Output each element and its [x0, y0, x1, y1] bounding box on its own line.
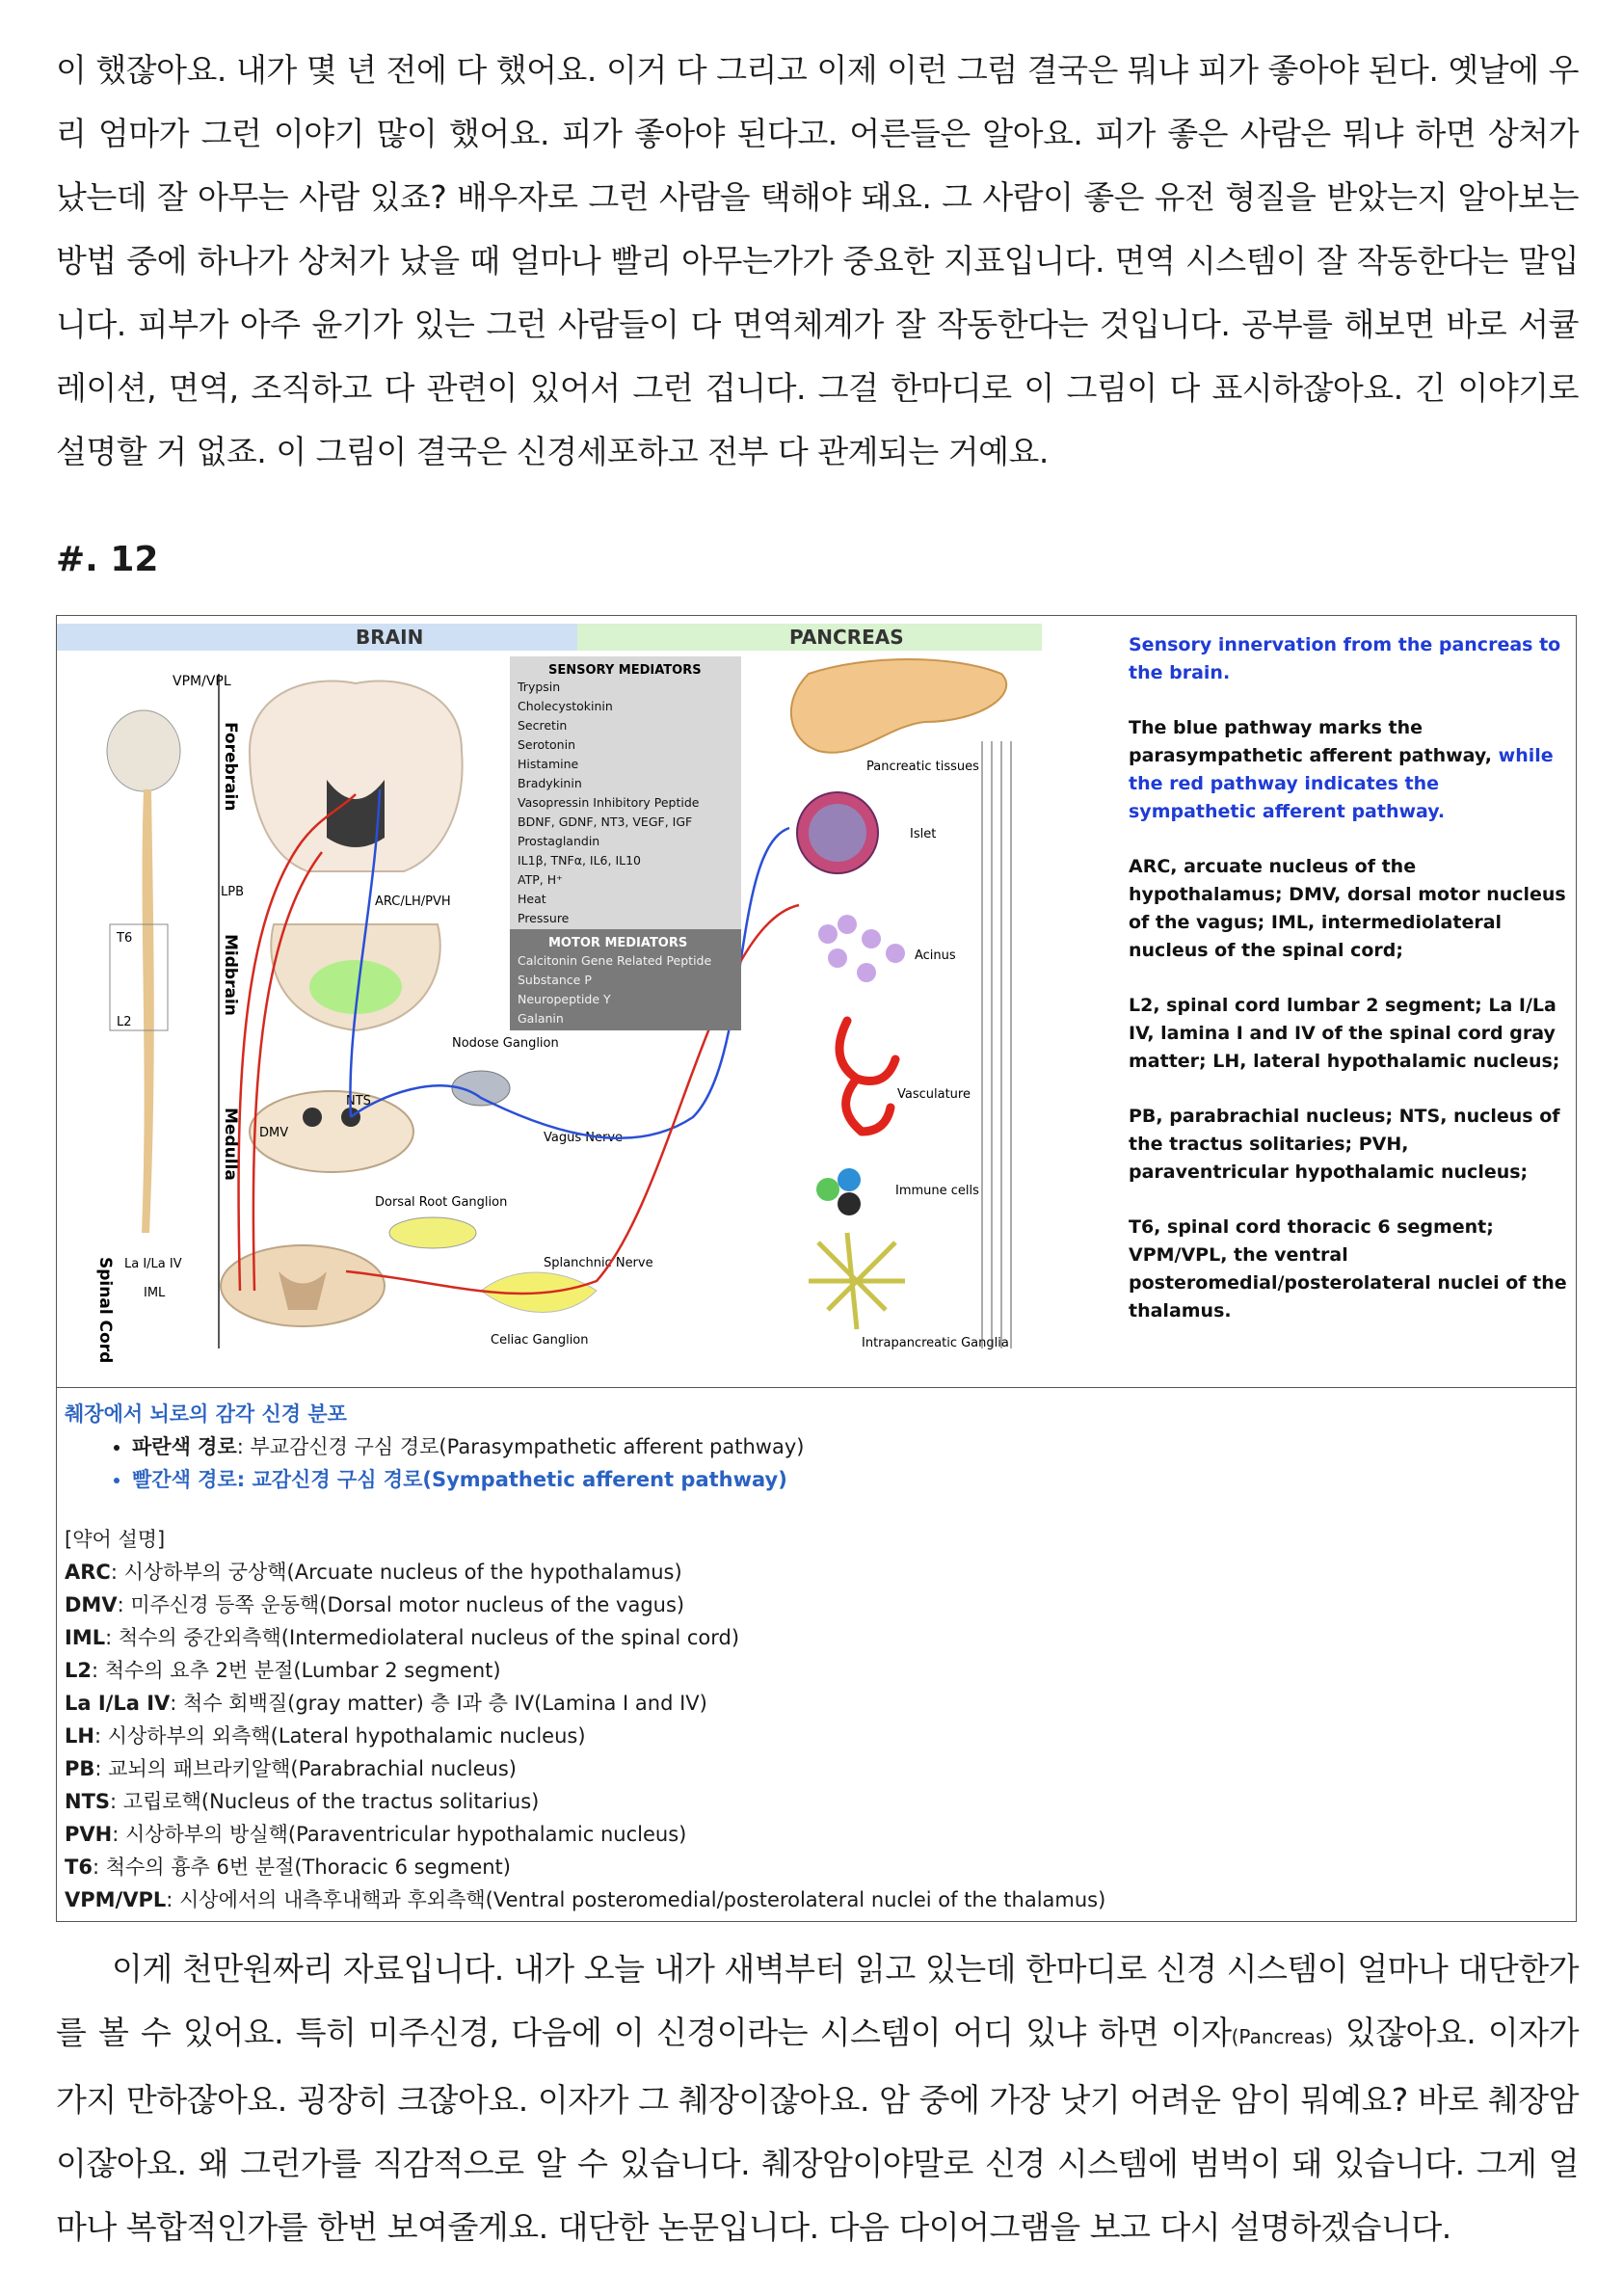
abbr-term: ARC	[65, 1561, 111, 1584]
abbr-desc: : 척수 회백질(gray matter) 층 I과 층 IV(Lamina I and IV)	[170, 1692, 707, 1715]
sensory-item: Bradykinin	[518, 776, 582, 790]
label-immune: Immune cells	[895, 1184, 979, 1198]
figure-box	[56, 615, 1577, 1922]
tissue-connectors	[982, 741, 1011, 1348]
motor-item: Substance P	[518, 973, 592, 987]
abbr-desc: : 교뇌의 패브라키알핵(Parabrachial nucleus)	[94, 1757, 517, 1780]
abbr-term: L2	[65, 1659, 92, 1682]
intrapancreatic-ganglia-tissue	[809, 1233, 905, 1329]
section-heading: #. 12	[56, 540, 159, 579]
abbr-term: VPM/VPL	[65, 1888, 167, 1911]
legend-abbrev-2: L2, spinal cord lumbar 2 segment; La I/La IV, lamina I and IV of the spinal cord gray matter; LH, lateral hypothalamic nucleus;	[1129, 995, 1560, 1072]
legend-abbrev-1: ARC, arcuate nucleus of the hypothalamus; DMV, dorsal motor nucleus of the vagus; IML, intermediolateral nucleus of the spinal cord;	[1129, 856, 1566, 961]
legend-abbrev-3: PB, parabrachial nucleus; NTS, nucleus of the tractus solitaries; PVH, paraventricular hypothalamic nucleus;	[1129, 1106, 1560, 1183]
paragraph-bottom-subscript: (Pancreas)	[1231, 2025, 1334, 2048]
motor-item: Galanin	[518, 1011, 564, 1026]
legend-pathway-text: The blue pathway marks the parasympathetic afferent pathway,	[1129, 717, 1493, 766]
caption-area	[57, 1387, 1576, 1921]
legend-title: Sensory innervation from the pancreas to the brain.	[1129, 634, 1561, 683]
abbr-item	[65, 1720, 1568, 1752]
abbr-item	[65, 1589, 1568, 1621]
abbr-desc: : 척수의 흉추 6번 분절(Thoracic 6 segment)	[92, 1855, 511, 1879]
abbr-item	[65, 1818, 1568, 1851]
abbr-item	[65, 1654, 1568, 1687]
label-forebrain: Forebrain	[221, 722, 240, 812]
body-paragraph-bottom	[56, 1937, 1579, 2259]
pancreas-organ	[791, 659, 1006, 753]
sensory-item: Pressure	[518, 911, 570, 925]
abbr-desc: : 시상하부의 외측핵(Lateral hypothalamic nucleus)	[93, 1724, 586, 1748]
abbr-desc: : 시상에서의 내측후내핵과 후외측핵(Ventral posteromedial/posterolateral nuclei of the thalamus)	[166, 1888, 1106, 1911]
dorsal-root-ganglion	[389, 1217, 476, 1248]
abbr-desc: : 척수의 요추 2번 분절(Lumbar 2 segment)	[92, 1659, 501, 1682]
sensory-item: Serotonin	[518, 737, 576, 752]
caption-title: 췌장에서 뇌로의 감각 신경 분포	[65, 1402, 347, 1426]
sensory-item: Secretin	[518, 718, 568, 733]
paragraph-bottom-a: 이게 천만원짜리 자료입니다. 내가 오늘 내가 새벽부터 읽고 있는데 한마디로 신경 시스템이 얼마나 대단한가를 볼 수 있어요. 특히 미주신경, 다음에 이 신경이라는 시스템이 어디 있냐 하면 이자	[56, 1950, 1579, 2051]
paragraph-bottom-b: 있잖아요. 이자가 가지 만하잖아요. 굉장히 크잖아요. 이자가 그 췌장이잖아요. 암 중에 가장 낫기 어려운 암이 뭐예요? 바로 췌장암이잖아요. 왜 그런가를 직감적으로 알 수 있습니다. 췌장암이야말로 신경 시스템에 범벅이 돼 있습니다. 그게 얼마나 복합적인가를 한번 보여줄게요. 대단한 논문입니다. 다음 다이어그램을 보고 다시 설명하겠습니다.	[56, 2014, 1579, 2246]
abbr-item	[65, 1851, 1568, 1883]
caption-item-blue	[132, 1430, 1568, 1463]
sensory-item: Cholecystokinin	[518, 699, 613, 713]
label-lpb: LPB	[221, 885, 245, 899]
abbr-item	[65, 1621, 1568, 1654]
label-nts: NTS	[346, 1094, 371, 1108]
figure-legend	[1129, 631, 1570, 1352]
legend-pathway	[1129, 714, 1570, 826]
immune-cells-tissue	[816, 1168, 861, 1215]
abbr-heading: [약어 설명]	[65, 1528, 166, 1551]
label-celiac: Celiac Ganglion	[491, 1333, 589, 1348]
spine-silhouette	[142, 789, 154, 1233]
abbr-term: NTS	[65, 1790, 111, 1813]
sensory-item: Vasopressin Inhibitory Peptide	[518, 795, 700, 810]
sensory-item: Prostaglandin	[518, 834, 600, 848]
islet-inner	[809, 804, 866, 862]
motor-item: Neuropeptide Y	[518, 992, 611, 1006]
label-la: La I/La IV	[124, 1257, 182, 1271]
label-pancreatic-tissues: Pancreatic tissues	[866, 760, 979, 774]
dmv-nucleus	[303, 1108, 322, 1127]
label-t6: T6	[117, 931, 133, 946]
caption-item-red	[132, 1463, 1568, 1496]
pancreas-header: PANCREAS	[789, 626, 904, 649]
motor-title: MOTOR MEDIATORS	[548, 936, 688, 950]
sensory-item: ATP, H⁺	[518, 872, 563, 887]
label-intrapancreatic: Intrapancreatic Ganglia	[862, 1336, 1009, 1350]
abbr-desc: : 척수의 중간외측핵(Intermediolateral nucleus of the spinal cord)	[105, 1626, 740, 1649]
caption-item-term: 빨간색 경로	[132, 1468, 237, 1491]
abbr-desc: : 시상하부의 궁상핵(Arcuate nucleus of the hypothalamus)	[110, 1561, 682, 1584]
caption-item-term: 파란색 경로	[132, 1435, 237, 1458]
abbr-item	[65, 1687, 1568, 1720]
abbr-term: LH	[65, 1724, 94, 1748]
abbr-term: DMV	[65, 1593, 118, 1616]
caption-item-text: : 부교감신경 구심 경로(Parasympathetic afferent pathway)	[236, 1435, 805, 1458]
label-l2: L2	[117, 1015, 132, 1029]
label-midbrain: Midbrain	[221, 934, 240, 1016]
sensory-item: BDNF, GDNF, NT3, VEGF, IGF	[518, 814, 693, 829]
abbr-item	[65, 1883, 1568, 1916]
abbr-item	[65, 1556, 1568, 1589]
sensory-title: SENSORY MEDIATORS	[548, 663, 702, 678]
head-silhouette	[107, 710, 180, 791]
vasculature-tissue	[839, 1021, 895, 1132]
label-acinus: Acinus	[915, 948, 956, 963]
label-dmv: DMV	[259, 1126, 289, 1140]
acinus-tissue	[818, 915, 905, 982]
label-medulla: Medulla	[221, 1108, 240, 1181]
abbr-term: T6	[65, 1855, 93, 1879]
abbr-desc: : 시상하부의 방실핵(Paraventricular hypothalamic nucleus)	[112, 1823, 687, 1846]
pancreas-brain-diagram	[57, 616, 1117, 1387]
label-vpm-vpl: VPM/VPL	[173, 674, 231, 689]
legend-abbrev-4: T6, spinal cord thoracic 6 segment; VPM/VPL, the ventral posteromedial/posterolateral nuclei of the thalamus.	[1129, 1216, 1567, 1322]
sensory-item: Histamine	[518, 757, 579, 771]
abbr-term: PB	[65, 1757, 95, 1780]
brain-header: BRAIN	[356, 626, 424, 649]
sensory-item: Heat	[518, 892, 546, 906]
abbr-term: PVH	[65, 1823, 113, 1846]
abbr-list	[65, 1556, 1568, 1916]
abbr-desc: : 고립로핵(Nucleus of the tractus solitarius)	[110, 1790, 540, 1813]
label-vasculature: Vasculature	[897, 1087, 971, 1102]
abbr-desc: : 미주신경 등쪽 운동핵(Dorsal motor nucleus of the vagus)	[117, 1593, 685, 1616]
label-vagus: Vagus Nerve	[544, 1131, 624, 1145]
caption-list	[65, 1430, 1568, 1496]
label-spinal-cord: Spinal Cord	[95, 1257, 115, 1364]
sensory-item: Trypsin	[518, 680, 561, 694]
abbr-term: IML	[65, 1626, 106, 1649]
motor-item: Calcitonin Gene Related Peptide	[518, 953, 712, 968]
legend-pathway-red-text: while the red pathway indicates the sympathetic afferent pathway.	[1129, 745, 1554, 822]
body-paragraph-top: 이 했잖아요. 내가 몇 년 전에 다 했어요. 이거 다 그리고 이제 이런 그럼 결국은 뭐냐 피가 좋아야 된다. 옛날에 우리 엄마가 그런 이야기 많이 했어요. 피가 좋아야 된다고. 어른들은 알아요. 피가 좋은 사람은 뭐냐 하면 상처가 났는데 잘 아무는 사람 있죠? 배우자로 그런 사람을 택해야 돼요. 그 사람이 좋은 유전 형질을 받았는지 알아보는 방법 중에 하나가 상처가 났을 때 얼마나 빨리 아무는가가 중요한 지표입니다. 면역 시스템이 잘 작동한다는 말입니다. 피부가 아주 윤기가 있는 그런 사람들이 다 면역체계가 잘 작동한다는 것입니다. 공부를 해보면 바로 서큘레이션, 면역, 조직하고 다 관련이 있어서 그런 겁니다. 그걸 한마디로 이 그림이 다 표시하잖아요. 긴 이야기로 설명할 거 없죠. 이 그림이 결국은 신경세포하고 전부 다 관계되는 거예요.	[56, 51, 1579, 470]
label-arc-lh-pvh: ARC/LH/PVH	[375, 894, 451, 909]
abbr-term: La I/La IV	[65, 1692, 171, 1715]
caption-item-text: : 교감신경 구심 경로(Sympathetic afferent pathway)	[236, 1468, 787, 1491]
label-splanchnic: Splanchnic Nerve	[544, 1256, 653, 1270]
label-iml: IML	[144, 1286, 166, 1300]
label-nodose: Nodose Ganglion	[452, 1036, 559, 1051]
abbr-item	[65, 1785, 1568, 1818]
label-islet: Islet	[910, 827, 937, 841]
abbr-item	[65, 1752, 1568, 1785]
red-pathway-ascending-b	[253, 852, 322, 1291]
sensory-item: IL1β, TNFα, IL6, IL10	[518, 853, 641, 868]
label-drg: Dorsal Root Ganglion	[375, 1195, 508, 1210]
